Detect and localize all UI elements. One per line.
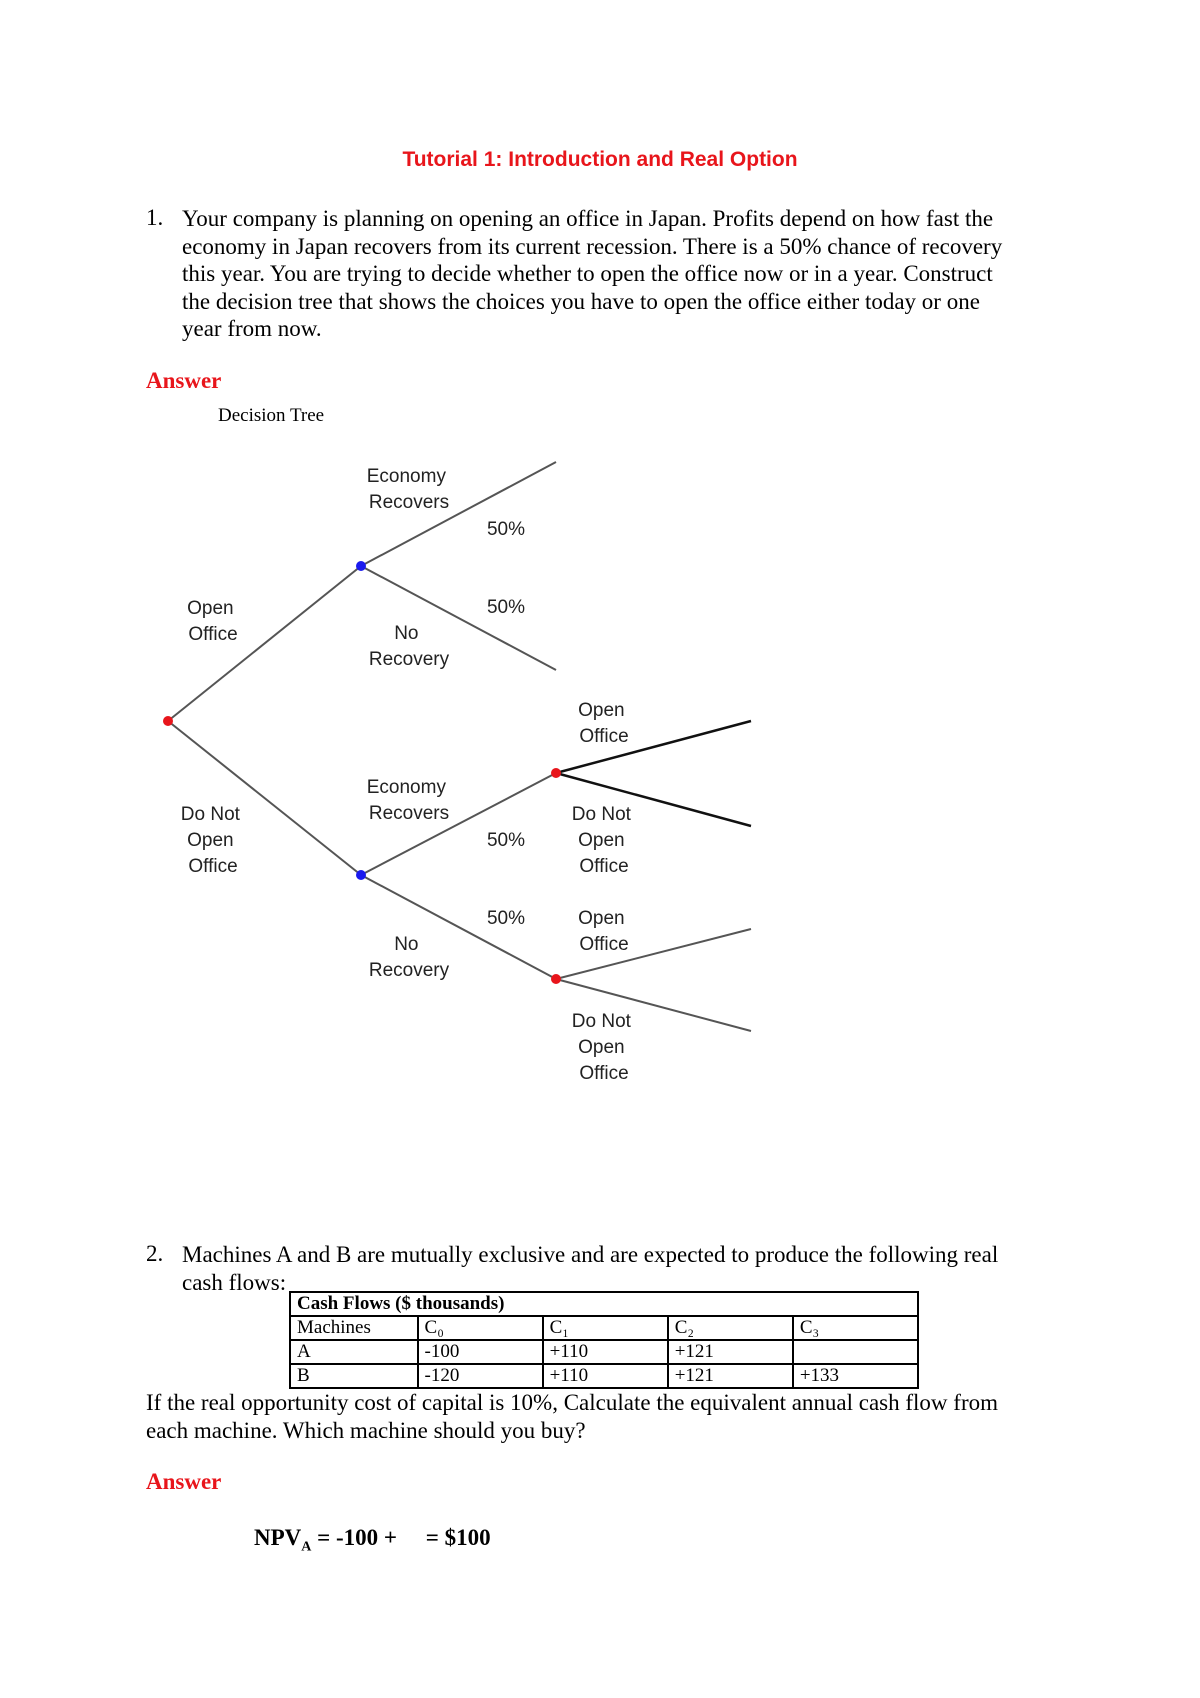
question-1-line: economy in Japan recovers from its current recession. There is a 50% chance of recovery: [182, 233, 1003, 259]
table-cell: -120: [418, 1364, 543, 1388]
table-cell: [793, 1340, 918, 1364]
npv-expression: = -100 + = $100: [311, 1525, 491, 1550]
table-header-cell: C₂: [668, 1316, 793, 1340]
probability-label: 50%: [486, 908, 526, 929]
table-cell: +133: [793, 1364, 918, 1388]
chance-node: [356, 870, 366, 880]
page-title: Tutorial 1: Introduction and Real Option: [402, 148, 798, 171]
question-2-number: 2.: [146, 1241, 164, 1266]
label-do-not-open-later: Do Not Open Office: [571, 804, 631, 877]
table-row: [290, 1364, 918, 1388]
table-cell: -100: [418, 1340, 543, 1364]
question-1-line: this year. You are trying to decide whether to open the office now or in a year. Construct: [182, 261, 993, 286]
question-2-followup: [146, 1389, 1062, 1444]
question-2-line: cash flows:: [182, 1269, 287, 1295]
probability-label: 50%: [486, 830, 526, 851]
label-do-not-open-office: Do Not Open Office: [180, 804, 240, 877]
probability-label: 50%: [486, 597, 526, 618]
table-header-cell: C₃: [793, 1316, 918, 1340]
table-cell: +121: [668, 1340, 793, 1364]
decision-tree-caption: Decision Tree: [218, 405, 325, 426]
npv-formula: [254, 1525, 491, 1556]
question-2-line: Machines A and B are mutually exclusive and are expected to produce the following real: [182, 1242, 999, 1267]
answer-1-label: Answer: [146, 368, 222, 393]
decision-node: [551, 768, 561, 778]
table-header-cell: C₀: [418, 1316, 543, 1340]
label-no-recovery-2: No Recovery: [368, 934, 450, 981]
label-open-office-later-2: Open Office: [578, 908, 629, 955]
table-title: Cash Flows ($ thousands): [290, 1292, 918, 1316]
label-do-not-open-later-2: Do Not Open Office: [571, 1011, 631, 1084]
table-cell: +110: [543, 1364, 668, 1388]
table-row: [290, 1340, 918, 1364]
question-2-followup-line: If the real opportunity cost of capital is 10%, Calculate the equivalent annual cash flow from: [146, 1390, 998, 1415]
npv-label: NPV: [254, 1525, 302, 1550]
answer-2-label: Answer: [146, 1469, 222, 1494]
label-economy-recovers-2: Economy Recovers: [366, 777, 450, 824]
table-header-cell: Machines: [290, 1316, 418, 1340]
question-1-line: Your company is planning on opening an office in Japan. Profits depend on how fast the: [182, 206, 994, 231]
label-open-office: Open Office: [187, 598, 238, 645]
table-cell: B: [290, 1364, 418, 1388]
question-1-line: the decision tree that shows the choices you have to open the office either today or one: [182, 288, 980, 314]
decision-node: [163, 716, 173, 726]
label-economy-recovers: Economy Recovers: [366, 466, 450, 513]
probability-label: 50%: [486, 519, 526, 540]
cash-flows-table: [289, 1291, 919, 1389]
decision-node: [551, 974, 561, 984]
branch-do-not-open: [168, 721, 361, 875]
question-2-text: [182, 1241, 1062, 1296]
chance-node: [356, 561, 366, 571]
table-header-cell: C₁: [543, 1316, 668, 1340]
question-1-number: 1.: [146, 205, 164, 230]
question-2-followup-line: each machine. Which machine should you buy?: [146, 1417, 586, 1443]
table-header-row: [290, 1316, 918, 1340]
table-cell: +110: [543, 1340, 668, 1364]
npv-subscript: A: [301, 1539, 312, 1555]
table-cell: +121: [668, 1364, 793, 1388]
table-cell: A: [290, 1340, 418, 1364]
question-1-line: year from now.: [182, 316, 322, 341]
label-open-office-later: Open Office: [578, 700, 629, 747]
label-no-recovery: No Recovery: [368, 623, 450, 670]
